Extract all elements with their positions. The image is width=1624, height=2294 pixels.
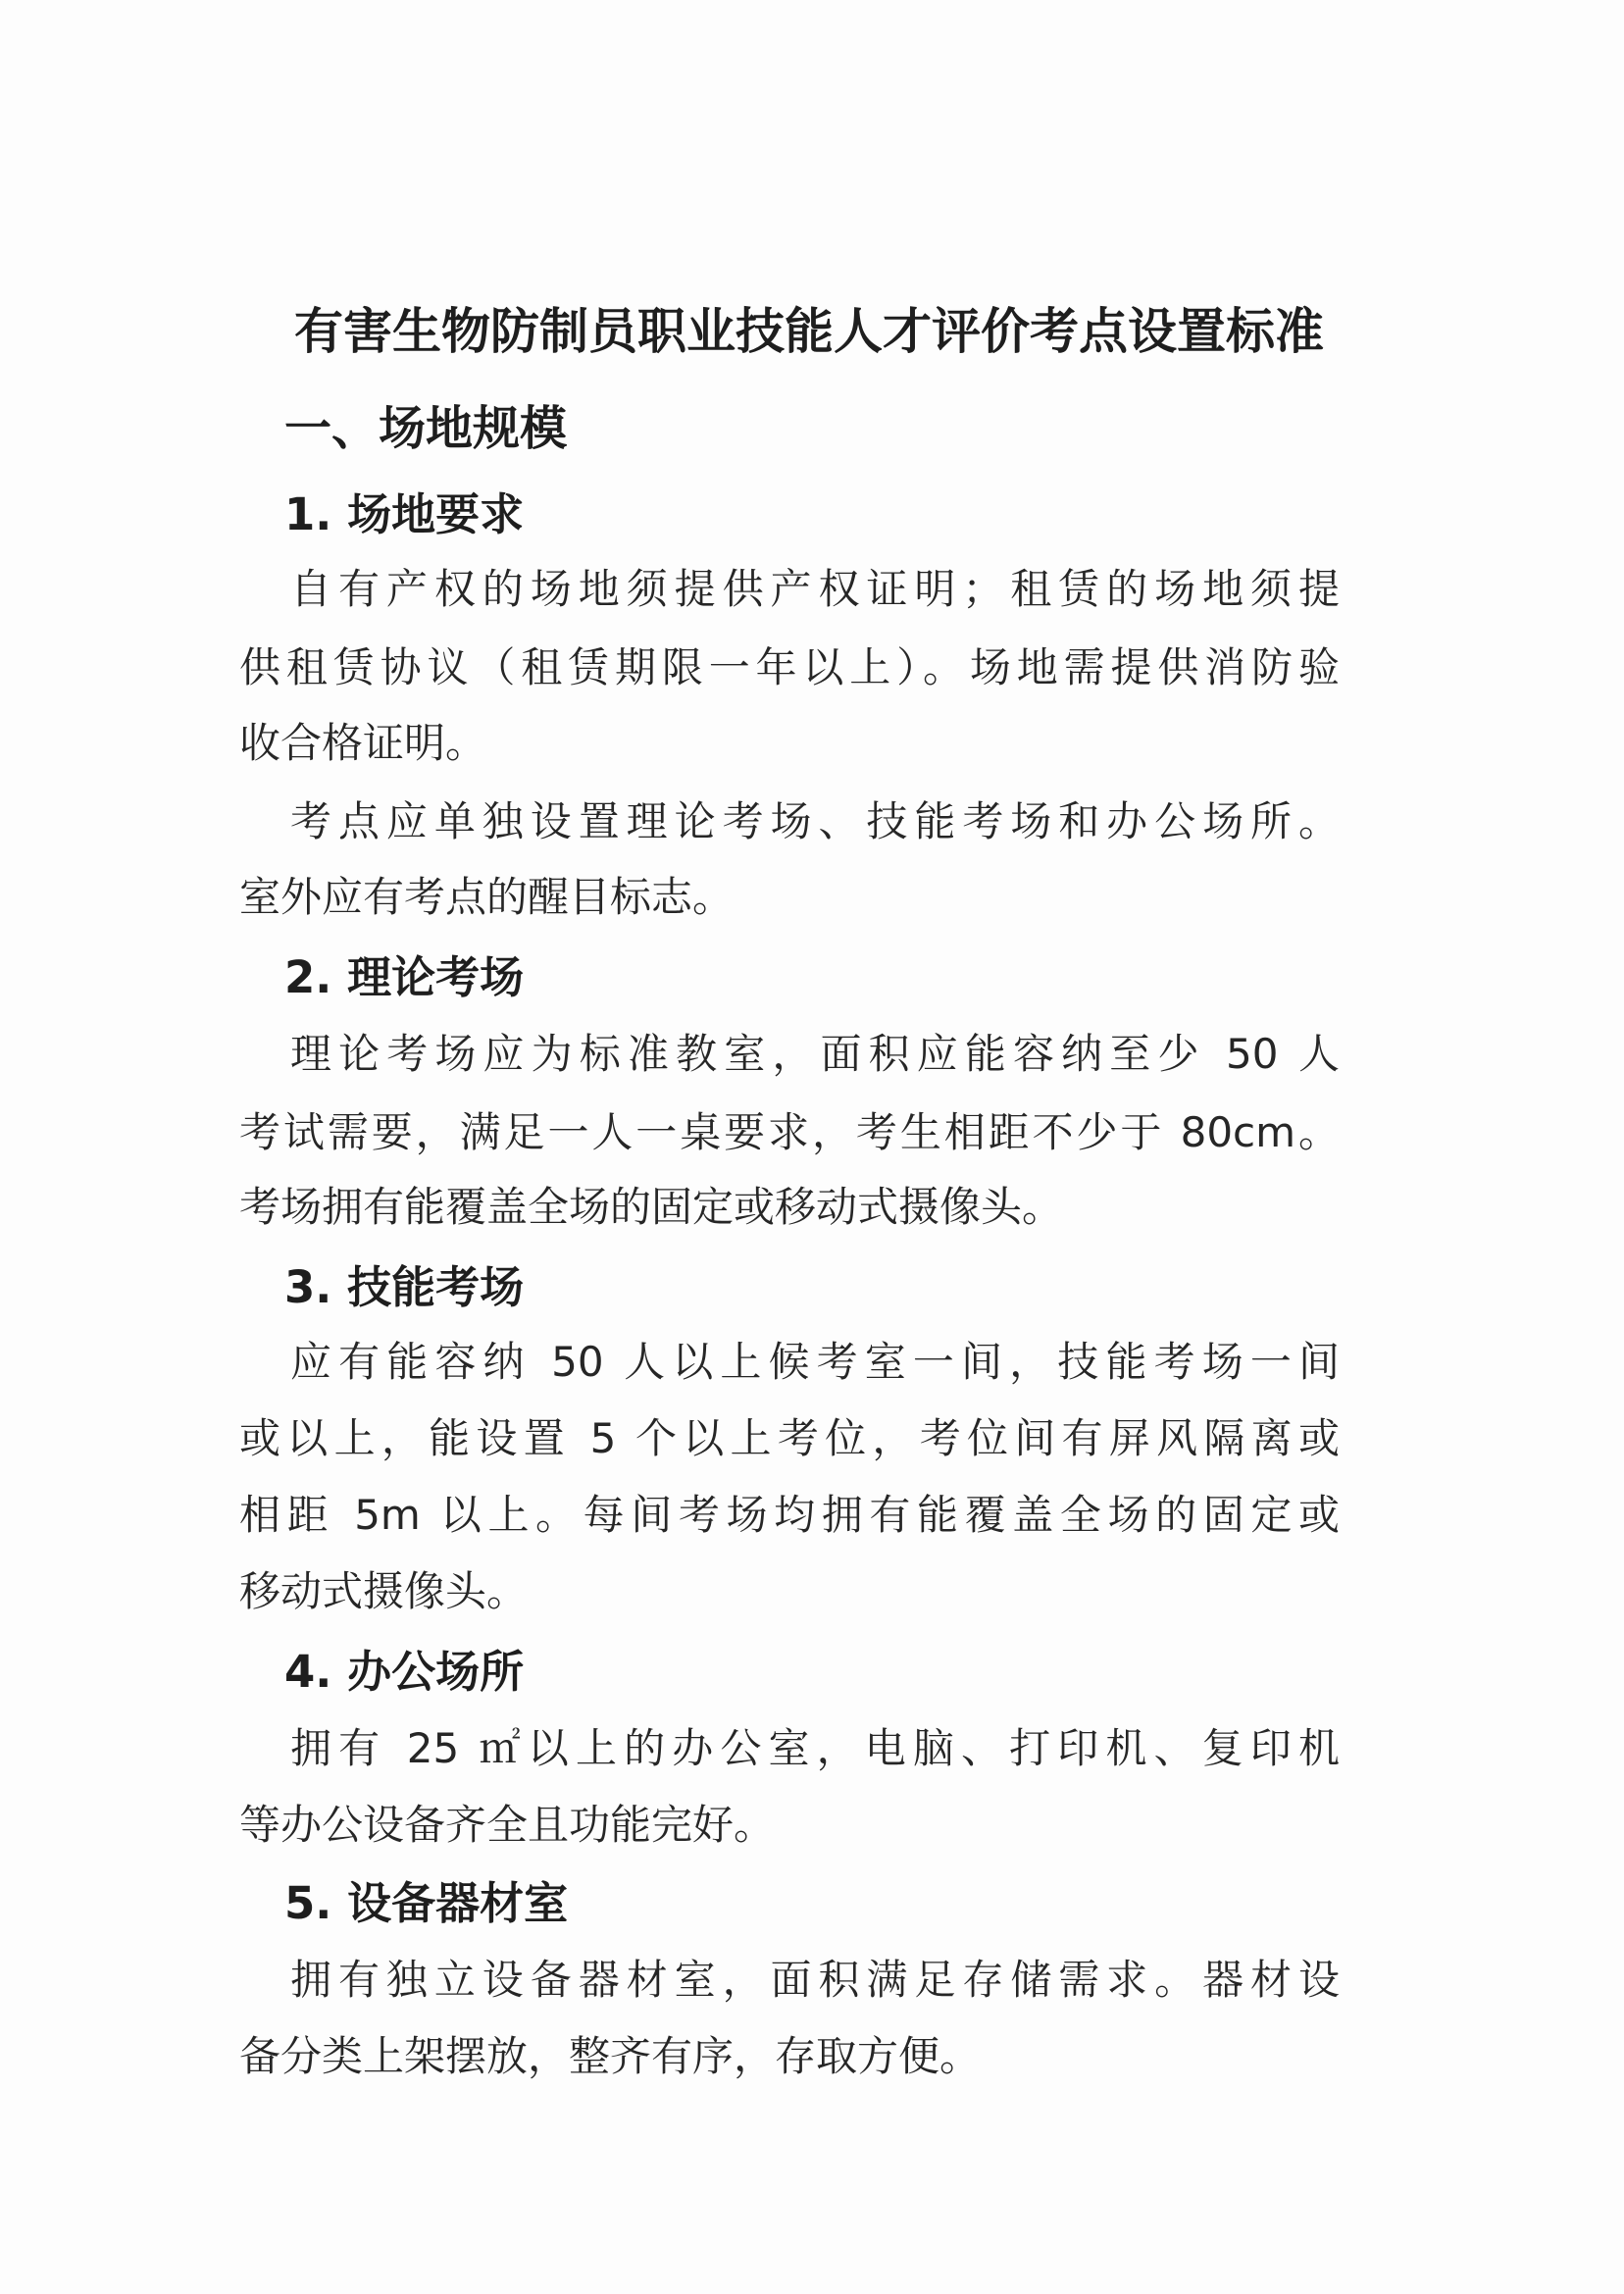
paragraph-line: 理论考场应为标准教室，面积应能容纳至少 50 人 bbox=[290, 1030, 1340, 1078]
section-heading-site-scale: 一、场地规模 bbox=[284, 401, 568, 456]
paragraph-line: 供租赁协议（租赁期限一年以上）。场地需提供消防验 bbox=[239, 643, 1340, 691]
subheading-site-requirements: 1. 场地要求 bbox=[284, 488, 525, 540]
paragraph-line: 考试需要，满足一人一桌要求，考生相距不少于 80cm。 bbox=[239, 1108, 1340, 1156]
paragraph-line: 应有能容纳 50 人以上候考室一间，技能考场一间 bbox=[290, 1338, 1340, 1386]
paragraph-line: 自有产权的场地须提供产权证明；租赁的场地须提 bbox=[290, 565, 1340, 613]
paragraph-line: 移动式摄像头。 bbox=[239, 1567, 529, 1615]
paragraph-line: 室外应有考点的醒目标志。 bbox=[239, 873, 735, 921]
subheading-theory-exam-room: 2. 理论考场 bbox=[284, 951, 525, 1003]
document-title: 有害生物防制员职业技能人才评价考点设置标准 bbox=[294, 303, 1324, 360]
subheading-office: 4. 办公场所 bbox=[284, 1646, 525, 1698]
paragraph-line: 等办公设备齐全且功能完好。 bbox=[239, 1801, 776, 1849]
paragraph-line: 或以上，能设置 5 个以上考位，考位间有屏风隔离或 bbox=[239, 1414, 1340, 1462]
paragraph-line: 考场拥有能覆盖全场的固定或移动式摄像头。 bbox=[239, 1183, 1064, 1231]
paragraph-line: 备分类上架摆放，整齐有序，存取方便。 bbox=[239, 2032, 982, 2080]
paragraph-line: 拥有独立设备器材室，面积满足存储需求。器材设 bbox=[290, 1956, 1340, 2004]
paragraph-line: 拥有 25 ㎡以上的办公室，电脑、打印机、复印机 bbox=[290, 1724, 1340, 1772]
subheading-skill-exam-room: 3. 技能考场 bbox=[284, 1261, 525, 1313]
paragraph-line: 收合格证明。 bbox=[239, 719, 487, 767]
subheading-equipment-room: 5. 设备器材室 bbox=[284, 1877, 569, 1929]
paragraph-line: 考点应单独设置理论考场、技能考场和办公场所。 bbox=[290, 797, 1340, 845]
paragraph-line: 相距 5m 以上。每间考场均拥有能覆盖全场的固定或 bbox=[239, 1491, 1340, 1539]
